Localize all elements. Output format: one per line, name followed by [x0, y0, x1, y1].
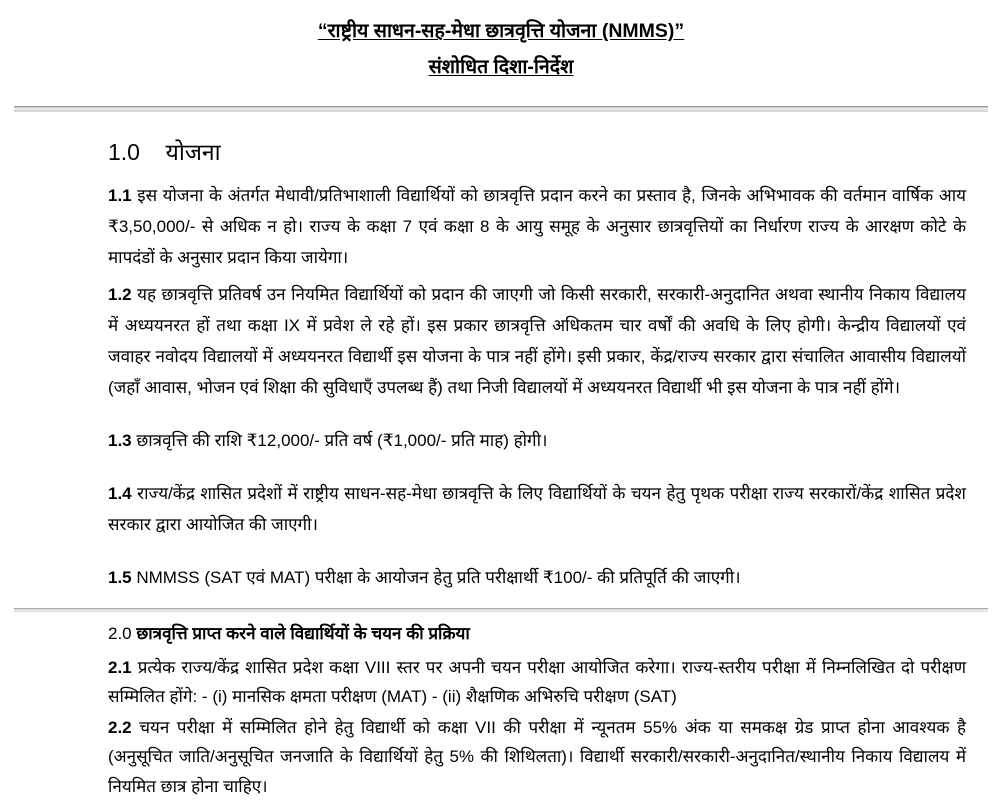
section-heading-2-number: 2.0 [108, 623, 137, 643]
paragraph-2-1-number: 2.1 [108, 657, 132, 677]
divider-top-wrapper [0, 106, 1002, 112]
paragraph-2-2-text: चयन परीक्षा में सम्मिलित होने हेतु विद्यार्थी को कक्षा VII की परीक्षा में न्यूनतम 55% अंक या समकक्ष ग्रेड प्राप्त होना आवश्यक है (अनुसूचित जाति/अनुसूचित जनजाति के विद्यार्थियों हेतु 5% की शिथिलता)। विद्यार्थी सरकारी/सरकारी-अनुदानित/स्थानीय निकाय विद्यालय में नियमित छात्र होना चाहिए। [108, 718, 966, 796]
paragraph-2-1 [108, 653, 966, 711]
paragraph-1-1 [108, 181, 966, 274]
paragraph-2-2-number: 2.2 [108, 718, 132, 738]
document-body-section-2 [0, 620, 1002, 801]
paragraph-2-2 [108, 713, 966, 801]
paragraph-1-4-number: 1.4 [108, 483, 132, 503]
divider-mid-wrapper [0, 608, 1002, 612]
document-body [0, 138, 1002, 593]
section-heading-2-text: छात्रवृत्ति प्राप्त करने वाले विद्यार्थियों के चयन की प्रक्रिया [136, 623, 470, 643]
paragraph-1-5 [108, 563, 966, 594]
paragraph-1-1-text: इस योजना के अंतर्गत मेधावी/प्रतिभाशाली विद्यार्थियों को छात्रवृत्ति प्रदान करने का प्रस्ताव है, जिनके अभिभावक की वर्तमान वार्षिक आय ₹3,50,000/- से अधिक न हो। राज्य के कक्षा 7 एवं कक्षा 8 के आयु समूह के अनुसार छात्रवृत्तियों का निर्धारण राज्य के आरक्षण कोटे के मापदंडों के अनुसार प्रदान किया जायेगा। [108, 186, 966, 268]
paragraph-1-3-text: छात्रवृत्ति की राशि ₹12,000/- प्रति वर्ष (₹1,000/- प्रति माह) होगी। [131, 430, 548, 450]
paragraph-1-2-number: 1.2 [108, 285, 132, 304]
document-subtitle: संशोधित दिशा-निर्देश [428, 56, 574, 79]
section-heading-2 [108, 620, 966, 647]
horizontal-rule-top [14, 106, 988, 112]
paragraph-1-3-number: 1.3 [108, 430, 132, 450]
paragraph-2-1-text: प्रत्येक राज्य/केंद्र शासित प्रदेश कक्षा VIII स्तर पर अपनी चयन परीक्षा आयोजित करेगा। राज्य-स्तरीय परीक्षा में निम्नलिखित दो परीक्षण सम्मिलित होंगे: - (i) मानसिक क्षमता परीक्षण (MAT) - (ii) शैक्षणिक अभिरुचि परीक्षण (SAT) [108, 657, 966, 706]
paragraph-1-3 [108, 426, 966, 457]
paragraph-1-4-text: राज्य/केंद्र शासित प्रदेशों में राष्ट्रीय साधन-सह-मेधा छात्रवृत्ति के लिए विद्यार्थियों के चयन हेतु पृथक परीक्षा राज्य सरकारों/केंद्र शासित प्रदेश सरकार द्वारा आयोजित की जाएगी। [108, 483, 966, 534]
paragraph-1-5-text: NMMSS (SAT एवं MAT) परीक्षा के आयोजन हेतु प्रति परीक्षार्थी ₹100/- की प्रतिपूर्ति की जाएगी। [131, 567, 741, 587]
paragraph-1-2-text: यह छात्रवृत्ति प्रतिवर्ष उन नियमित विद्यार्थियों को प्रदान की जाएगी जो किसी सरकारी, सरकारी-अनुदानित अथवा स्थानीय निकाय विद्यालय में अध्ययनरत हों तथा कक्षा IX में प्रवेश ले रहे हों। इस प्रकार छात्रवृत्ति अधिकतम चार वर्षों की अवधि के लिए होगी। केन्द्रीय विद्यालयों एवं जवाहर नवोदय विद्यालयों में अध्ययनरत विद्यार्थी इस योजना के पात्र नहीं होंगे। इसी प्रकार, केंद्र/राज्य सरकार द्वारा संचालित आवासीय विद्यालयों (जहाँ आवास, भोजन एवं शिक्षा की सुविधाएँ उपलब्ध हैं) तथा निजी विद्यालयों में अध्ययनरत विद्यार्थी भी इस योजना के पात्र नहीं होंगे। [108, 285, 966, 397]
section-heading-1: 1.0 योजना [108, 139, 221, 166]
paragraph-1-4 [108, 479, 966, 541]
horizontal-rule-mid [14, 608, 988, 612]
paragraph-1-2 [108, 280, 966, 404]
document-title: “राष्ट्रीय साधन-सह-मेधा छात्रवृत्ति योजना (NMMS)” [317, 20, 685, 42]
paragraph-1-1-number: 1.1 [108, 186, 132, 206]
title-block [0, 0, 1002, 82]
paragraph-1-5-number: 1.5 [108, 567, 132, 587]
